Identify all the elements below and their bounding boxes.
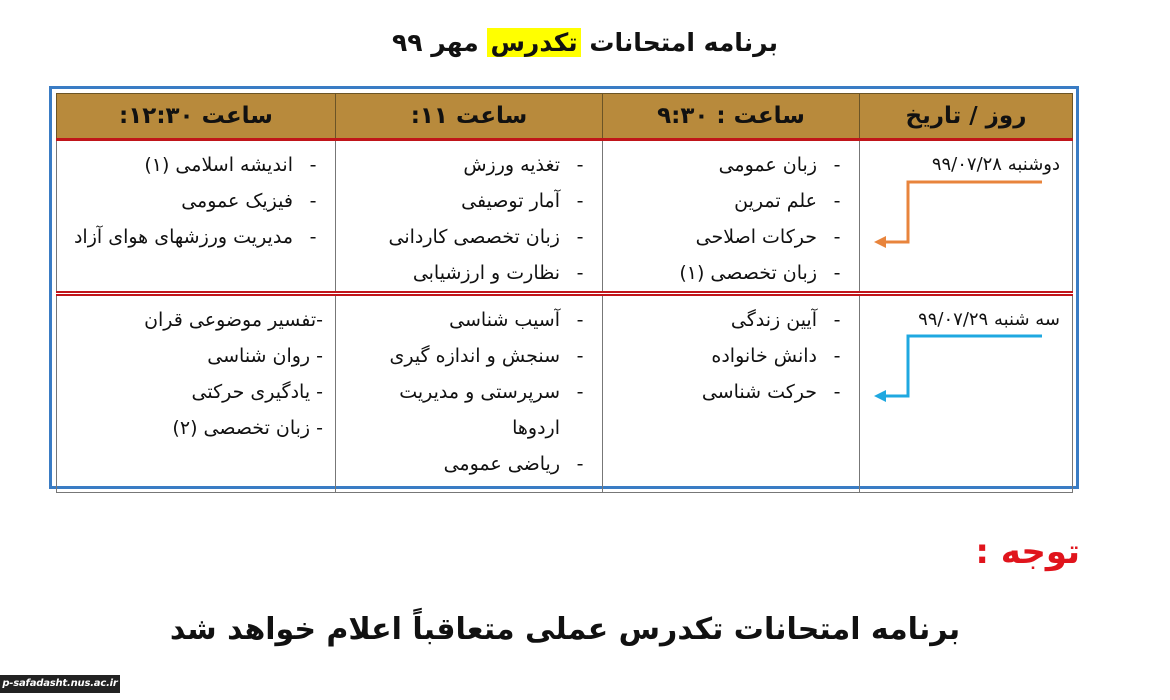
course-name: زبان تخصصی کاردانی — [388, 226, 560, 248]
bullet-marker: - — [576, 190, 584, 212]
day-date-label: سه شنبه ۹۹/۰۷/۲۹ — [918, 309, 1060, 330]
bullet-marker: - — [576, 309, 584, 331]
list-item — [346, 183, 590, 219]
course-list — [67, 302, 323, 446]
bullet-marker: - — [576, 226, 584, 248]
title-before: برنامه امتحانات — [580, 28, 779, 57]
list-item — [67, 410, 323, 446]
course-name: تغذیه ورزش — [463, 154, 560, 176]
slot-cell — [336, 294, 603, 493]
course-name: زبان تخصصی (۱) — [679, 262, 817, 284]
course-name: آسیب شناسی — [449, 309, 560, 331]
list-item — [613, 302, 847, 338]
list-item — [613, 338, 847, 374]
header-slot-0930: ساعت : ۹:۳۰ — [603, 94, 860, 140]
header-day-date: روز / تاریخ — [860, 94, 1073, 140]
slot-cell — [603, 140, 860, 294]
course-name: سنجش و اندازه گیری — [389, 345, 560, 367]
arrow-icon-orange — [874, 180, 1044, 250]
title-after: مهر ۹۹ — [391, 28, 488, 57]
course-name: - روان شناسی — [207, 345, 323, 367]
bullet-marker: - — [576, 262, 584, 284]
course-name: - زبان تخصصی (۲) — [172, 417, 323, 439]
bullet-marker: - — [576, 345, 584, 367]
bullet-marker: - — [309, 190, 317, 212]
list-item — [67, 219, 323, 255]
course-list — [613, 302, 847, 410]
course-name: مدیریت ورزشهای هوای آزاد — [73, 226, 293, 248]
bullet-marker: - — [576, 154, 584, 176]
schedule-frame — [49, 86, 1079, 489]
bullet-marker: - — [576, 453, 584, 475]
list-item — [67, 374, 323, 410]
bullet-marker: - — [833, 262, 841, 284]
list-item — [613, 219, 847, 255]
course-name: دانش خانواده — [711, 345, 817, 367]
course-name: آیین زندگی — [730, 309, 817, 331]
list-item — [67, 338, 323, 374]
list-item — [67, 302, 323, 338]
course-name: نظارت و ارزشیابی — [412, 262, 560, 284]
notice-text: برنامه امتحانات تکدرس عملی متعاقباً اعلام خواهد شد — [169, 612, 961, 647]
list-item — [346, 374, 590, 446]
course-name: آمار توصیفی — [461, 190, 560, 212]
list-item — [67, 147, 323, 183]
bullet-marker: - — [833, 226, 841, 248]
list-item — [346, 147, 590, 183]
course-name: حرکت شناسی — [701, 381, 817, 403]
bullet-marker: - — [309, 226, 317, 248]
slot-cell — [336, 140, 603, 294]
course-name: - یادگیری حرکتی — [191, 381, 323, 403]
bullet-marker: - — [833, 345, 841, 367]
list-item — [613, 255, 847, 291]
exam-schedule-table — [56, 93, 1073, 493]
course-name: علم تمرین — [734, 190, 817, 212]
notice-label: توجه : — [975, 532, 1080, 572]
list-item — [67, 183, 323, 219]
bullet-marker: - — [576, 381, 584, 403]
slot-cell-plain — [57, 294, 336, 493]
course-list — [346, 302, 590, 482]
bullet-marker: - — [309, 154, 317, 176]
course-name: اندیشه اسلامی (۱) — [144, 154, 293, 176]
header-slot-1100: ساعت ۱۱: — [336, 94, 603, 140]
slot-cell — [57, 140, 336, 294]
course-name: زبان عمومی — [718, 154, 817, 176]
table-header-row — [57, 94, 1073, 140]
bullet-marker: - — [833, 154, 841, 176]
course-name: -تفسیر موضوعی قران — [144, 309, 323, 331]
list-item — [346, 219, 590, 255]
page-title — [0, 28, 1170, 57]
course-list — [613, 147, 847, 291]
list-item — [613, 183, 847, 219]
course-list — [346, 147, 590, 291]
course-name: فیزیک عمومی — [181, 190, 293, 212]
arrow-icon-blue — [874, 334, 1044, 404]
title-highlight: تکدرس — [487, 28, 580, 57]
list-item — [613, 374, 847, 410]
course-list — [67, 147, 323, 255]
course-name: سرپرستی و مدیریت اردوها — [399, 381, 560, 439]
site-watermark: p-safadasht.nus.ac.ir — [0, 675, 120, 693]
bullet-marker: - — [833, 190, 841, 212]
slot-cell — [603, 294, 860, 493]
course-name: حرکات اصلاحی — [695, 226, 817, 248]
bullet-marker: - — [833, 309, 841, 331]
list-item — [346, 446, 590, 482]
list-item — [346, 302, 590, 338]
bullet-marker: - — [833, 381, 841, 403]
course-name: ریاضی عمومی — [443, 453, 560, 475]
day-date-label: دوشنبه ۹۹/۰۷/۲۸ — [931, 154, 1060, 175]
list-item — [346, 255, 590, 291]
list-item — [346, 338, 590, 374]
list-item — [613, 147, 847, 183]
header-slot-1230: ساعت ۱۲:۳۰: — [57, 94, 336, 140]
